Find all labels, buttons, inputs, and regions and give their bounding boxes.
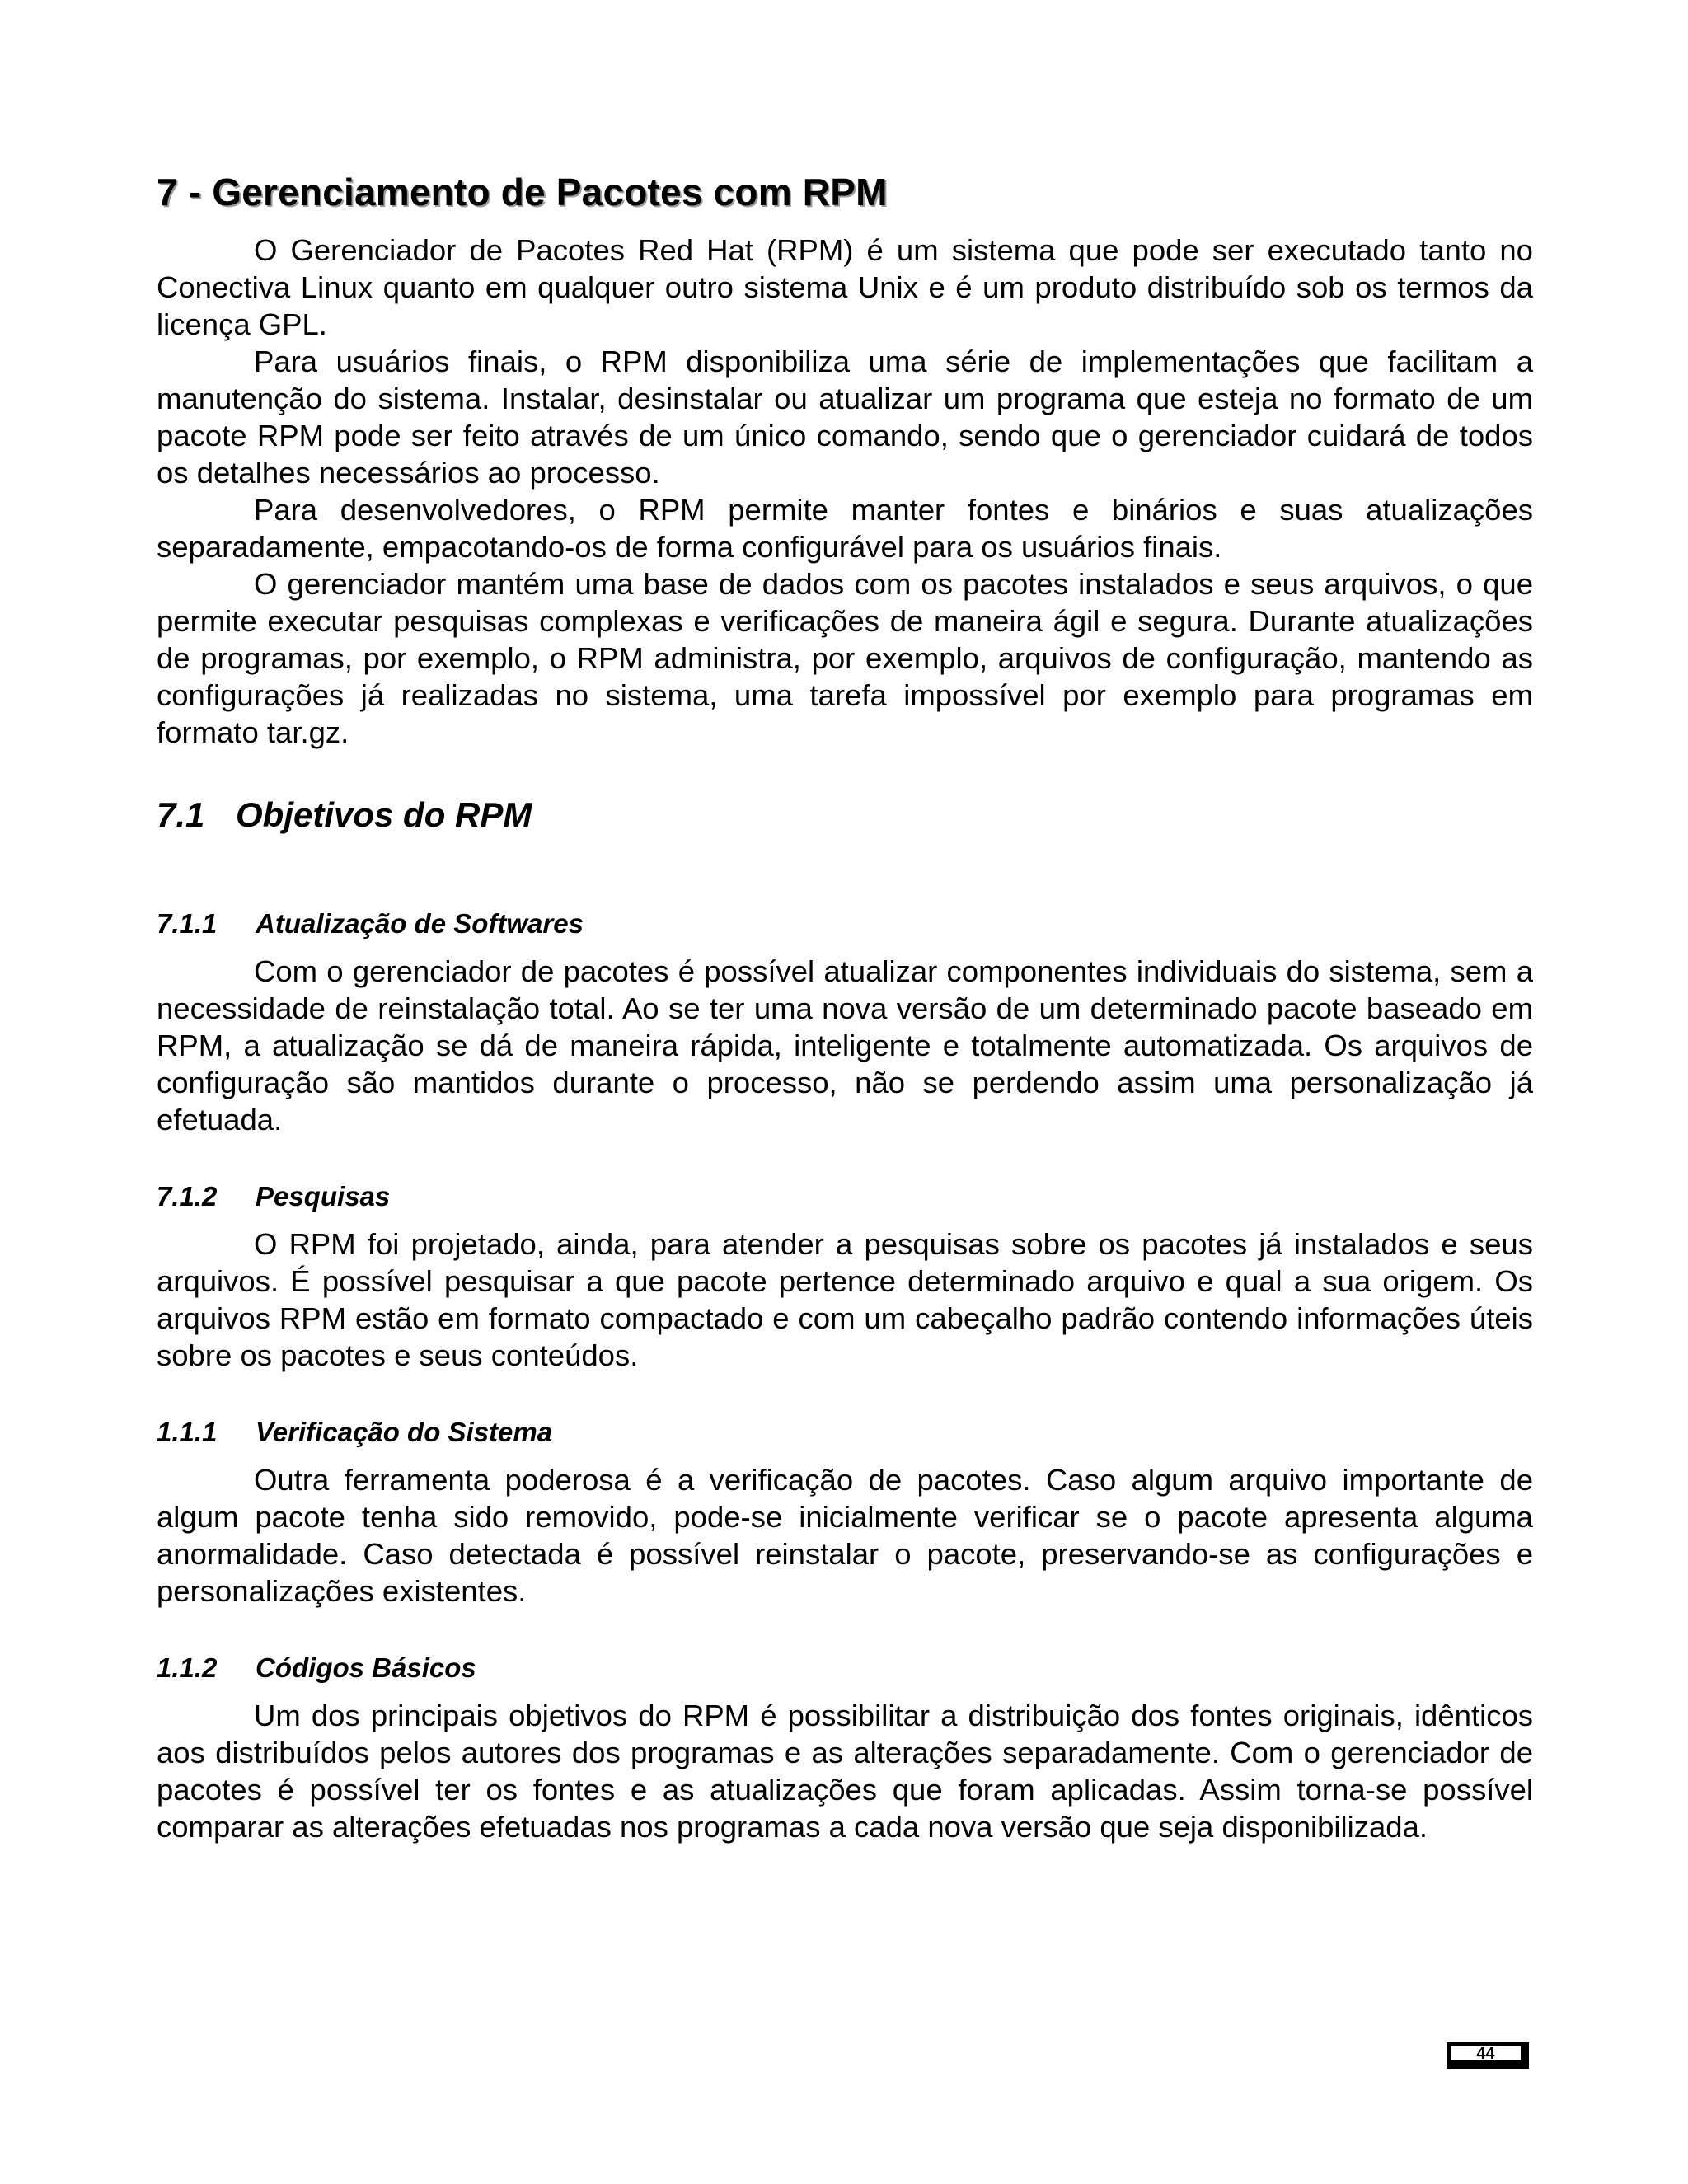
subsection-number: 1.1.2 [157, 1652, 218, 1683]
subsection-number: 7.1.2 [157, 1181, 218, 1212]
page-number-box [1447, 2042, 1529, 2069]
page-number: 44 [1476, 2045, 1495, 2063]
section-heading [157, 794, 1533, 837]
chapter-paragraph-1: O Gerenciador de Pacotes Red Hat (RPM) é um sistema que pode ser executado tanto no Conectiva Linux quanto em qualquer outro sistema Unix e é um produto distribuído sob os termos da licença GPL. [157, 233, 1533, 341]
subsection-title: Verificação do Sistema [256, 1417, 553, 1447]
document-page [157, 169, 1533, 1845]
subsection-title: Códigos Básicos [256, 1652, 476, 1683]
chapter-paragraph-3: Para desenvolvedores, o RPM permite manter fontes e binários e suas atualizações separadamente, empacotando-os de forma configurável para os usuários finais. [157, 493, 1533, 564]
subsection-number: 7.1.1 [157, 908, 218, 939]
chapter-title: 7 - Gerenciamento de Pacotes com RPM [157, 171, 888, 213]
subsection-heading-pesquisas [157, 1179, 1533, 1214]
subsection-paragraph-codigos: Um dos principais objetivos do RPM é possibilitar a distribuição dos fontes originais, idênticos aos distribuídos pelos autores dos programas e as alterações separadamente. Com o gerenciador de pacotes é possível ter os fontes e as atualizações que foram aplicadas. Assim torna-se possível comparar as alterações efetuadas nos programas a cada nova versão que seja disponibilizada. [157, 1699, 1533, 1844]
section-number: 7.1 [157, 795, 205, 834]
chapter-paragraph-4: O gerenciador mantém uma base de dados com os pacotes instalados e seus arquivos, o que permite executar pesquisas complexas e verificações de maneira ágil e segura. Durante atualizações de programas, por exemplo, o RPM administra, por exemplo, arquivos de configuração, mantendo as configurações já realizadas no sistema, uma tarefa impossível por exemplo para programas em formato tar.gz. [157, 567, 1533, 749]
subsection-paragraph-verificacao: Outra ferramenta poderosa é a verificação de pacotes. Caso algum arquivo importante de algum pacote tenha sido removido, pode-se inicialmente verificar se o pacote apresenta alguma anormalidade. Caso detectada é possível reinstalar o pacote, preservando-se as configurações e personalizações existentes. [157, 1463, 1533, 1608]
subsection-paragraph-atualizacao: Com o gerenciador de pacotes é possível atualizar componentes individuais do sistema, sem a necessidade de reinstalação total. Ao se ter uma nova versão de um determinado pacote baseado em RPM, a atualização se dá de maneira rápida, inteligente e totalmente automatizada. Os arquivos de configuração são mantidos durante o processo, não se perdendo assim uma personalização já efetuada. [157, 954, 1533, 1137]
subsection-title: Atualização de Softwares [256, 908, 584, 939]
chapter-paragraph-2: Para usuários finais, o RPM disponibiliza uma série de implementações que facilitam a manutenção do sistema. Instalar, desinstalar ou atualizar um programa que esteja no formato de um pacote RPM pode ser feito através de um único comando, sendo que o gerenciador cuidará de todos os detalhes necessários ao processo. [157, 344, 1533, 490]
subsection-heading-verificacao [157, 1415, 1533, 1450]
subsection-paragraph-pesquisas: O RPM foi projetado, ainda, para atender a pesquisas sobre os pacotes já instalados e seus arquivos. É possível pesquisar a que pacote pertence determinado arquivo e qual a sua origem. Os arquivos RPM estão em formato compactado e com um cabeçalho padrão contendo informações úteis sobre os pacotes e seus conteúdos. [157, 1227, 1533, 1372]
subsection-title: Pesquisas [256, 1181, 391, 1212]
section-title: Objetivos do RPM [236, 795, 532, 834]
subsection-heading-codigos [157, 1651, 1533, 1685]
subsection-heading-atualizacao [157, 907, 1533, 941]
subsection-number: 1.1.1 [157, 1417, 218, 1447]
